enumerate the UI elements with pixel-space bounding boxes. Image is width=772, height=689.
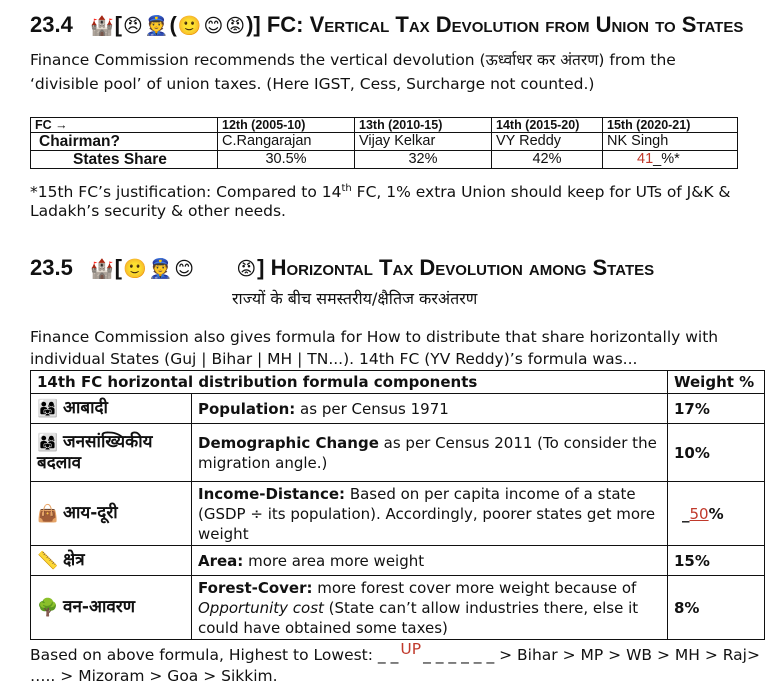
share-15-suffix: _%* [653,151,680,167]
weight-cell: 8% [668,576,765,640]
ranking-answer: UP [400,640,422,658]
table-row [31,424,765,482]
component-desc: more area more weight [243,551,425,570]
fc-table-share-row [31,151,738,169]
component-cell [31,576,192,640]
component-hindi: वन-आवरण [63,597,136,618]
formula-table-header [31,371,765,394]
castle-icon: 🏰 [89,259,114,281]
ranking-blank: _ _ [377,646,399,664]
weight-cell [668,482,765,546]
sec234-para-line1: Finance Commission recommends the vertical devolution (ऊर्ध्वाधर कर अंतरण) from the [30,51,676,69]
weight-header: Weight % [668,371,765,394]
formula-header: 14th FC horizontal distribution formula components [31,371,668,394]
share-cell: 32% [355,151,492,169]
share-cell: 30.5% [218,151,355,169]
fc-header-cell: FC → [31,118,218,133]
happy-face-icon: 😊 [174,258,195,280]
weight-suffix: % [708,504,724,523]
family-icon: 👨‍👩‍👧 [37,432,59,453]
component-cell [31,482,192,546]
description-cell [192,546,668,576]
ruler-icon: 📏 [37,550,59,571]
bracket-close: ] [257,255,265,280]
weight-cell: 15% [668,546,765,576]
bracket-open: [ [114,12,122,37]
component-name: Area: [198,551,244,570]
ranking-line1 [30,640,760,666]
weight-cell: 17% [668,394,765,424]
paren-open: ( [169,12,177,37]
description-cell [192,576,668,640]
sec235-para-line1: Finance Commission also gives formula for How to distribute that share horizontally with [30,328,719,346]
chairman-label: Chairman? [31,133,218,151]
states-share-label: States Share [31,151,218,169]
sec235-para-line2: individual States (Guj | Bihar | MH | TN...). 14th FC (YV Reddy)’s formula was... [30,350,638,368]
bracket-open: [ [114,255,122,280]
table-row [31,576,765,640]
chairman-cell: VY Reddy [492,133,603,151]
ranking-line2: ….. > Mizoram > Goa > Sikkim. [30,667,278,685]
smile-face-icon: 🙂 [177,16,202,38]
component-desc: more forest cover more weight because of [312,578,637,597]
component-italic: Opportunity cost [198,598,324,617]
component-hindi: आबादी [63,398,108,419]
chairman-cell: NK Singh [603,133,738,151]
weight-blank: _ [682,504,690,523]
fc-table [30,117,738,169]
footnote-sup: th [341,183,352,194]
section-number: 23.5 [30,255,73,280]
happy-face-icon: 😊 [203,15,224,37]
footnote-text: FC, 1% extra Union should keep for UTs of J&K & [351,183,731,202]
tree-icon: 🌳 [37,597,59,618]
fc-table-chairman-row [31,133,738,151]
fc-header-cell: 13th (2010-15) [355,118,492,133]
description-cell [192,482,668,546]
hindi-title: राज्यों के बीच समस्तरीय/क्षैतिज करअंतरण [232,289,478,308]
angry-red-face-icon: 😡 [225,15,246,37]
section-title: Horizontal Tax Devolution among States [270,255,655,280]
ranking-text: > Bihar > MP > WB > MH > Raj> [494,646,760,664]
chairman-cell: Vijay Kelkar [355,133,492,151]
section-number: 23.4 [30,12,73,37]
description-cell [192,424,668,482]
component-cell [31,394,192,424]
bracket-close: )] [246,12,261,37]
component-desc-2: (State can’t allow industries there, else it could have obtained some taxes) [198,598,639,637]
component-desc: as per Census 1971 [295,399,449,418]
formula-table [30,370,765,640]
castle-icon: 🏰 [89,16,114,38]
component-name: Population: [198,399,296,418]
section-title: Vertical Tax Devolution from Union to States [309,12,744,37]
share-15-value: 41 [637,151,654,167]
smile-face-icon: 🙂 [122,259,147,281]
footnote-text: *15th FC’s justification: Compared to 14 [30,183,342,202]
component-name: Income-Distance: [198,484,346,503]
fc-header-cell: 14th (2015-20) [492,118,603,133]
component-desc: as per Census 2011 (To consider the migration angle.) [198,433,657,472]
angry-face-icon: 😠 [122,15,143,37]
section-23-4-heading [30,12,743,38]
weight-cell: 10% [668,424,765,482]
fc-table-header-row [31,118,738,133]
table-row [31,482,765,546]
fc-header-cell: 15th (2020-21) [603,118,738,133]
ranking-blank: _ _ _ _ _ _ [423,646,495,664]
share-cell: 42% [492,151,603,169]
component-name: Demographic Change [198,433,379,452]
component-cell [31,546,192,576]
officer-icon: 👮 [148,259,173,281]
money-bag-icon: 👜 [37,503,59,524]
component-hindi: क्षेत्र [63,550,85,571]
ranking-text: Based on above formula, Highest to Lowest: [30,646,378,664]
share-cell-15th [603,151,738,169]
officer-icon: 👮 [144,16,169,38]
chairman-cell: C.Rangarajan [218,133,355,151]
footnote-line2: Ladakh’s security & other needs. [30,202,286,220]
description-cell [192,394,668,424]
component-hindi: आय-दूरी [63,503,118,524]
table-row [31,394,765,424]
fc-header-cell: 12th (2005-10) [218,118,355,133]
component-hindi: जनसांख्यिकीय बदलाव [37,432,153,473]
component-desc: Based on per capita income of a state (GSDP ÷ its population). Accordingly, poorer states get more weight [198,484,656,543]
weight-answer: 50 [689,504,709,523]
component-name: Forest-Cover: [198,578,313,597]
component-cell [31,424,192,482]
table-row [31,546,765,576]
sec234-para-line2: ‘divisible pool’ of union taxes. (Here IGST, Cess, Surcharge not counted.) [30,75,595,93]
section-23-5-heading [30,255,654,281]
fc-label: FC: [266,12,304,37]
angry-red-face-icon: 😡 [236,258,257,280]
family-icon: 👨‍👩‍👧 [37,398,59,419]
